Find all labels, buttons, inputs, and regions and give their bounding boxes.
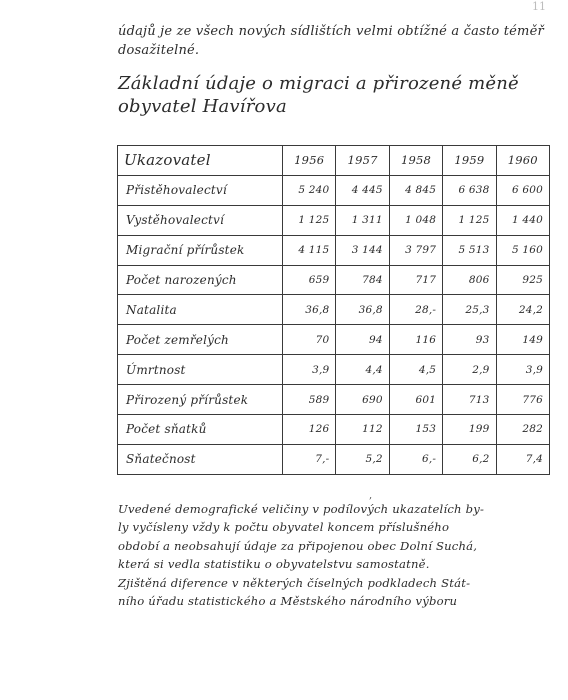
value-cell: 601 <box>389 385 442 415</box>
row-label-cell: Počet zemřelých <box>118 325 283 355</box>
value-cell: 4 115 <box>283 235 336 265</box>
value-cell: 5 240 <box>283 175 336 205</box>
value-cell: 2,9 <box>443 355 496 385</box>
value-cell: 3,9 <box>496 355 549 385</box>
value-cell: 282 <box>496 415 549 445</box>
value-cell: 7,4 <box>496 444 549 474</box>
body-line: ly vyčísleny vždy k počtu obyvatel koncem příslušného <box>118 520 450 535</box>
value-cell: 1 311 <box>336 205 389 235</box>
value-cell: 1 440 <box>496 205 549 235</box>
row-label-cell: Počet sňatků <box>118 415 283 445</box>
value-cell: 6 638 <box>443 175 496 205</box>
row-label-cell: Migrační přírůstek <box>118 235 283 265</box>
value-cell: 589 <box>283 385 336 415</box>
value-cell: 199 <box>443 415 496 445</box>
value-cell: 713 <box>443 385 496 415</box>
intro-paragraph: údajů je ze všech nových sídlištích velmi obtížné a často téměř dosažitelné. <box>118 24 544 58</box>
value-cell: 94 <box>336 325 389 355</box>
value-cell: 6 600 <box>496 175 549 205</box>
value-cell: 1 048 <box>389 205 442 235</box>
table-row <box>118 205 550 235</box>
value-cell: 5 513 <box>443 235 496 265</box>
header-year-cell: 1958 <box>389 146 442 176</box>
header-year-cell: 1956 <box>283 146 336 176</box>
value-cell: 6,- <box>389 444 442 474</box>
body-line: která si vedla statistiku o obyvatelstvu samostatně. <box>118 557 430 572</box>
table-row <box>118 385 550 415</box>
table-row <box>118 235 550 265</box>
row-label-cell: Počet narozených <box>118 265 283 295</box>
value-cell: 925 <box>496 265 549 295</box>
table-row <box>118 325 550 355</box>
body-line: období a neobsahují údaje za připojenou obec Dolní Suchá, <box>118 538 478 553</box>
value-cell: 784 <box>336 265 389 295</box>
value-cell: 36,8 <box>336 295 389 325</box>
value-cell: 116 <box>389 325 442 355</box>
value-cell: 28,- <box>389 295 442 325</box>
value-cell: 70 <box>283 325 336 355</box>
table-row <box>118 444 550 474</box>
migration-table <box>117 145 550 475</box>
value-cell: 776 <box>496 385 549 415</box>
row-label-cell: Přirozený přírůstek <box>118 385 283 415</box>
value-cell: 24,2 <box>496 295 549 325</box>
header-year-cell: 1960 <box>496 146 549 176</box>
value-cell: 1 125 <box>443 205 496 235</box>
value-cell: 3 797 <box>389 235 442 265</box>
page-number: 11 <box>532 0 546 13</box>
table-row <box>118 265 550 295</box>
value-cell: 4 845 <box>389 175 442 205</box>
value-cell: 1 125 <box>283 205 336 235</box>
value-cell: 4,5 <box>389 355 442 385</box>
closing-paragraph <box>118 500 558 610</box>
value-cell: 4 445 <box>336 175 389 205</box>
value-cell: 149 <box>496 325 549 355</box>
value-cell: 690 <box>336 385 389 415</box>
value-cell: 4,4 <box>336 355 389 385</box>
row-label-cell: Přistěhovalectví <box>118 175 283 205</box>
row-label-cell: Natalita <box>118 295 283 325</box>
value-cell: 126 <box>283 415 336 445</box>
table-header-row <box>118 146 550 176</box>
body-line: Zjištěná diference v některých číselných podkladech Stát- <box>118 575 471 590</box>
header-label-cell: Ukazovatel <box>118 146 283 176</box>
value-cell: 3,9 <box>283 355 336 385</box>
row-label-cell: Vystěhovalectví <box>118 205 283 235</box>
row-label-cell: Sňatečnost <box>118 444 283 474</box>
body-line: ního úřadu statistického a Městského národního výboru <box>118 594 458 609</box>
table-row <box>118 415 550 445</box>
value-cell: 3 144 <box>336 235 389 265</box>
row-label-cell: Úmrtnost <box>118 355 283 385</box>
value-cell: 112 <box>336 415 389 445</box>
header-year-cell: 1957 <box>336 146 389 176</box>
header-year-cell: 1959 <box>443 146 496 176</box>
value-cell: 5 160 <box>496 235 549 265</box>
value-cell: 7,- <box>283 444 336 474</box>
value-cell: 659 <box>283 265 336 295</box>
value-cell: 36,8 <box>283 295 336 325</box>
body-line: Uvedené demografické veličiny v podílových ukazatelích by- <box>118 502 485 516</box>
table-row <box>118 295 550 325</box>
section-title: Základní údaje o migraci a přirozené měně obyvatel Havířova <box>118 73 519 117</box>
table-row <box>118 355 550 385</box>
value-cell: 25,3 <box>443 295 496 325</box>
value-cell: 6,2 <box>443 444 496 474</box>
value-cell: 93 <box>443 325 496 355</box>
value-cell: 153 <box>389 415 442 445</box>
margin-mark: , <box>369 490 373 501</box>
value-cell: 717 <box>389 265 442 295</box>
value-cell: 806 <box>443 265 496 295</box>
table-row <box>118 175 550 205</box>
value-cell: 5,2 <box>336 444 389 474</box>
